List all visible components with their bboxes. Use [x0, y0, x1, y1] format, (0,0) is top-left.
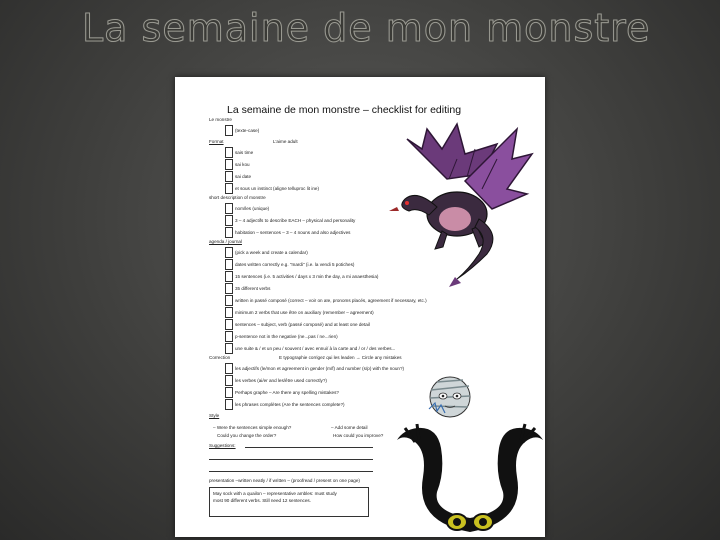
checkbox[interactable] [225, 171, 233, 182]
checklist-item: sais time [235, 150, 254, 155]
checkbox[interactable] [225, 159, 233, 170]
section-le-monstre: Le monstre [209, 117, 232, 122]
checklist-item: 15 sentences (i.e. 5 activities / days x 3 min the day, a mi anaesthesia) [235, 274, 379, 279]
checklist-item: sai kou [235, 162, 250, 167]
section-suggestions: Suggestions: [209, 443, 236, 448]
checkbox[interactable] [225, 387, 233, 398]
teacher-note-box [209, 487, 369, 517]
section-short-description: short description of monstre [209, 195, 266, 200]
checklist-item: p-sentence not in the negative (ne...pas / ne...rien) [235, 334, 338, 339]
checklist-item: 35 different verbs [235, 286, 271, 291]
dragon-illustration [387, 119, 537, 299]
checkbox[interactable] [225, 147, 233, 158]
checkbox[interactable] [225, 343, 233, 354]
checkbox[interactable] [225, 227, 233, 238]
checkbox[interactable] [225, 183, 233, 194]
checkbox[interactable] [225, 283, 233, 294]
section-style: Style [209, 413, 220, 418]
checkbox[interactable] [225, 319, 233, 330]
section-agenda: agenda / journal [209, 239, 242, 244]
checklist-item: une suite & / et un peu / souvent / avec ennui/ à la carte and / or / des verbes... [235, 346, 396, 351]
note-line: May sock with a quailon – representative ambles: must study [213, 491, 337, 496]
checklist-item: Perhaps graphe – Are there any spelling mistakes? [235, 390, 339, 395]
slide-title: La semaine de mon monstre [82, 6, 651, 50]
checkbox[interactable] [225, 125, 233, 136]
write-line [209, 471, 373, 472]
checkbox[interactable] [225, 331, 233, 342]
write-line [245, 447, 373, 448]
checkbox[interactable] [225, 399, 233, 410]
checkbox[interactable] [225, 259, 233, 270]
checkbox[interactable] [225, 247, 233, 258]
checklist-item: les adjectifs (le/mon et agreement in gender (m/f) and number (s/p) with the noun?) [235, 366, 405, 371]
checklist-item: les phrases complètes (Are the sentences complete?) [235, 402, 345, 407]
checklist-item: sentences – subject, verb (passé composé) and at least one detail [235, 322, 370, 327]
monster-illustration [395, 422, 545, 537]
checkbox[interactable] [225, 375, 233, 386]
checklist-item: written in passé composé (correct – voir on aïe, pronoms placés, agreement if necessary, etc.) [235, 298, 427, 303]
sparkle-icon [427, 399, 447, 419]
write-line [209, 459, 373, 460]
checklist-item: (texte-case) [235, 128, 260, 133]
checklist-item: L'aime adult [273, 139, 298, 144]
checklist-item: nom/les (unique) [235, 206, 270, 211]
checkbox[interactable] [225, 295, 233, 306]
checklist-item: habitation – sentences – 3 – 4 nouns and also adjectives [235, 230, 351, 235]
section-format: Format [209, 139, 224, 144]
style-question: – Add some detail [331, 425, 368, 430]
checkbox[interactable] [225, 215, 233, 226]
document-title: La semaine de mon monstre – checklist for editing [227, 104, 462, 116]
checklist-item: sai date [235, 174, 252, 179]
checkbox[interactable] [225, 271, 233, 282]
checkbox[interactable] [225, 203, 233, 214]
checklist-item: E typographie corrigez qui les leaden → Circle any mistakes [279, 355, 402, 360]
checklist-item: 3 – 4 adjectifs to describe EACH – physical and personality [235, 218, 356, 223]
checklist-item: et sous un instinct (aligne telluproc lit ine) [235, 186, 320, 191]
section-correction: Correction [209, 355, 231, 360]
presentation-note: presentation –written neatly / if written – (proofread / present on one page) [209, 478, 360, 483]
style-question: – Were the sentences simple enough? [213, 425, 292, 430]
checklist-item: minimum 2 verbs that use être on auxiliary (remember – agreement) [235, 310, 374, 315]
checklist-item: (pick a week and create a calendar) [235, 250, 308, 255]
style-question: How could you improve? [333, 433, 384, 438]
note-line: most 90 different verbs. Still need 12 sentences. [213, 498, 311, 503]
checklist-item: les verbes (ai/er and les/être used correctly?) [235, 378, 327, 383]
checklist-item: dates written correctly e.g. "mardi" (i.e. la vendi 5 potiches) [235, 262, 355, 267]
checkbox[interactable] [225, 363, 233, 374]
checkbox[interactable] [225, 307, 233, 318]
style-question: Could you change the order? [217, 433, 277, 438]
checklist-document [175, 77, 545, 537]
